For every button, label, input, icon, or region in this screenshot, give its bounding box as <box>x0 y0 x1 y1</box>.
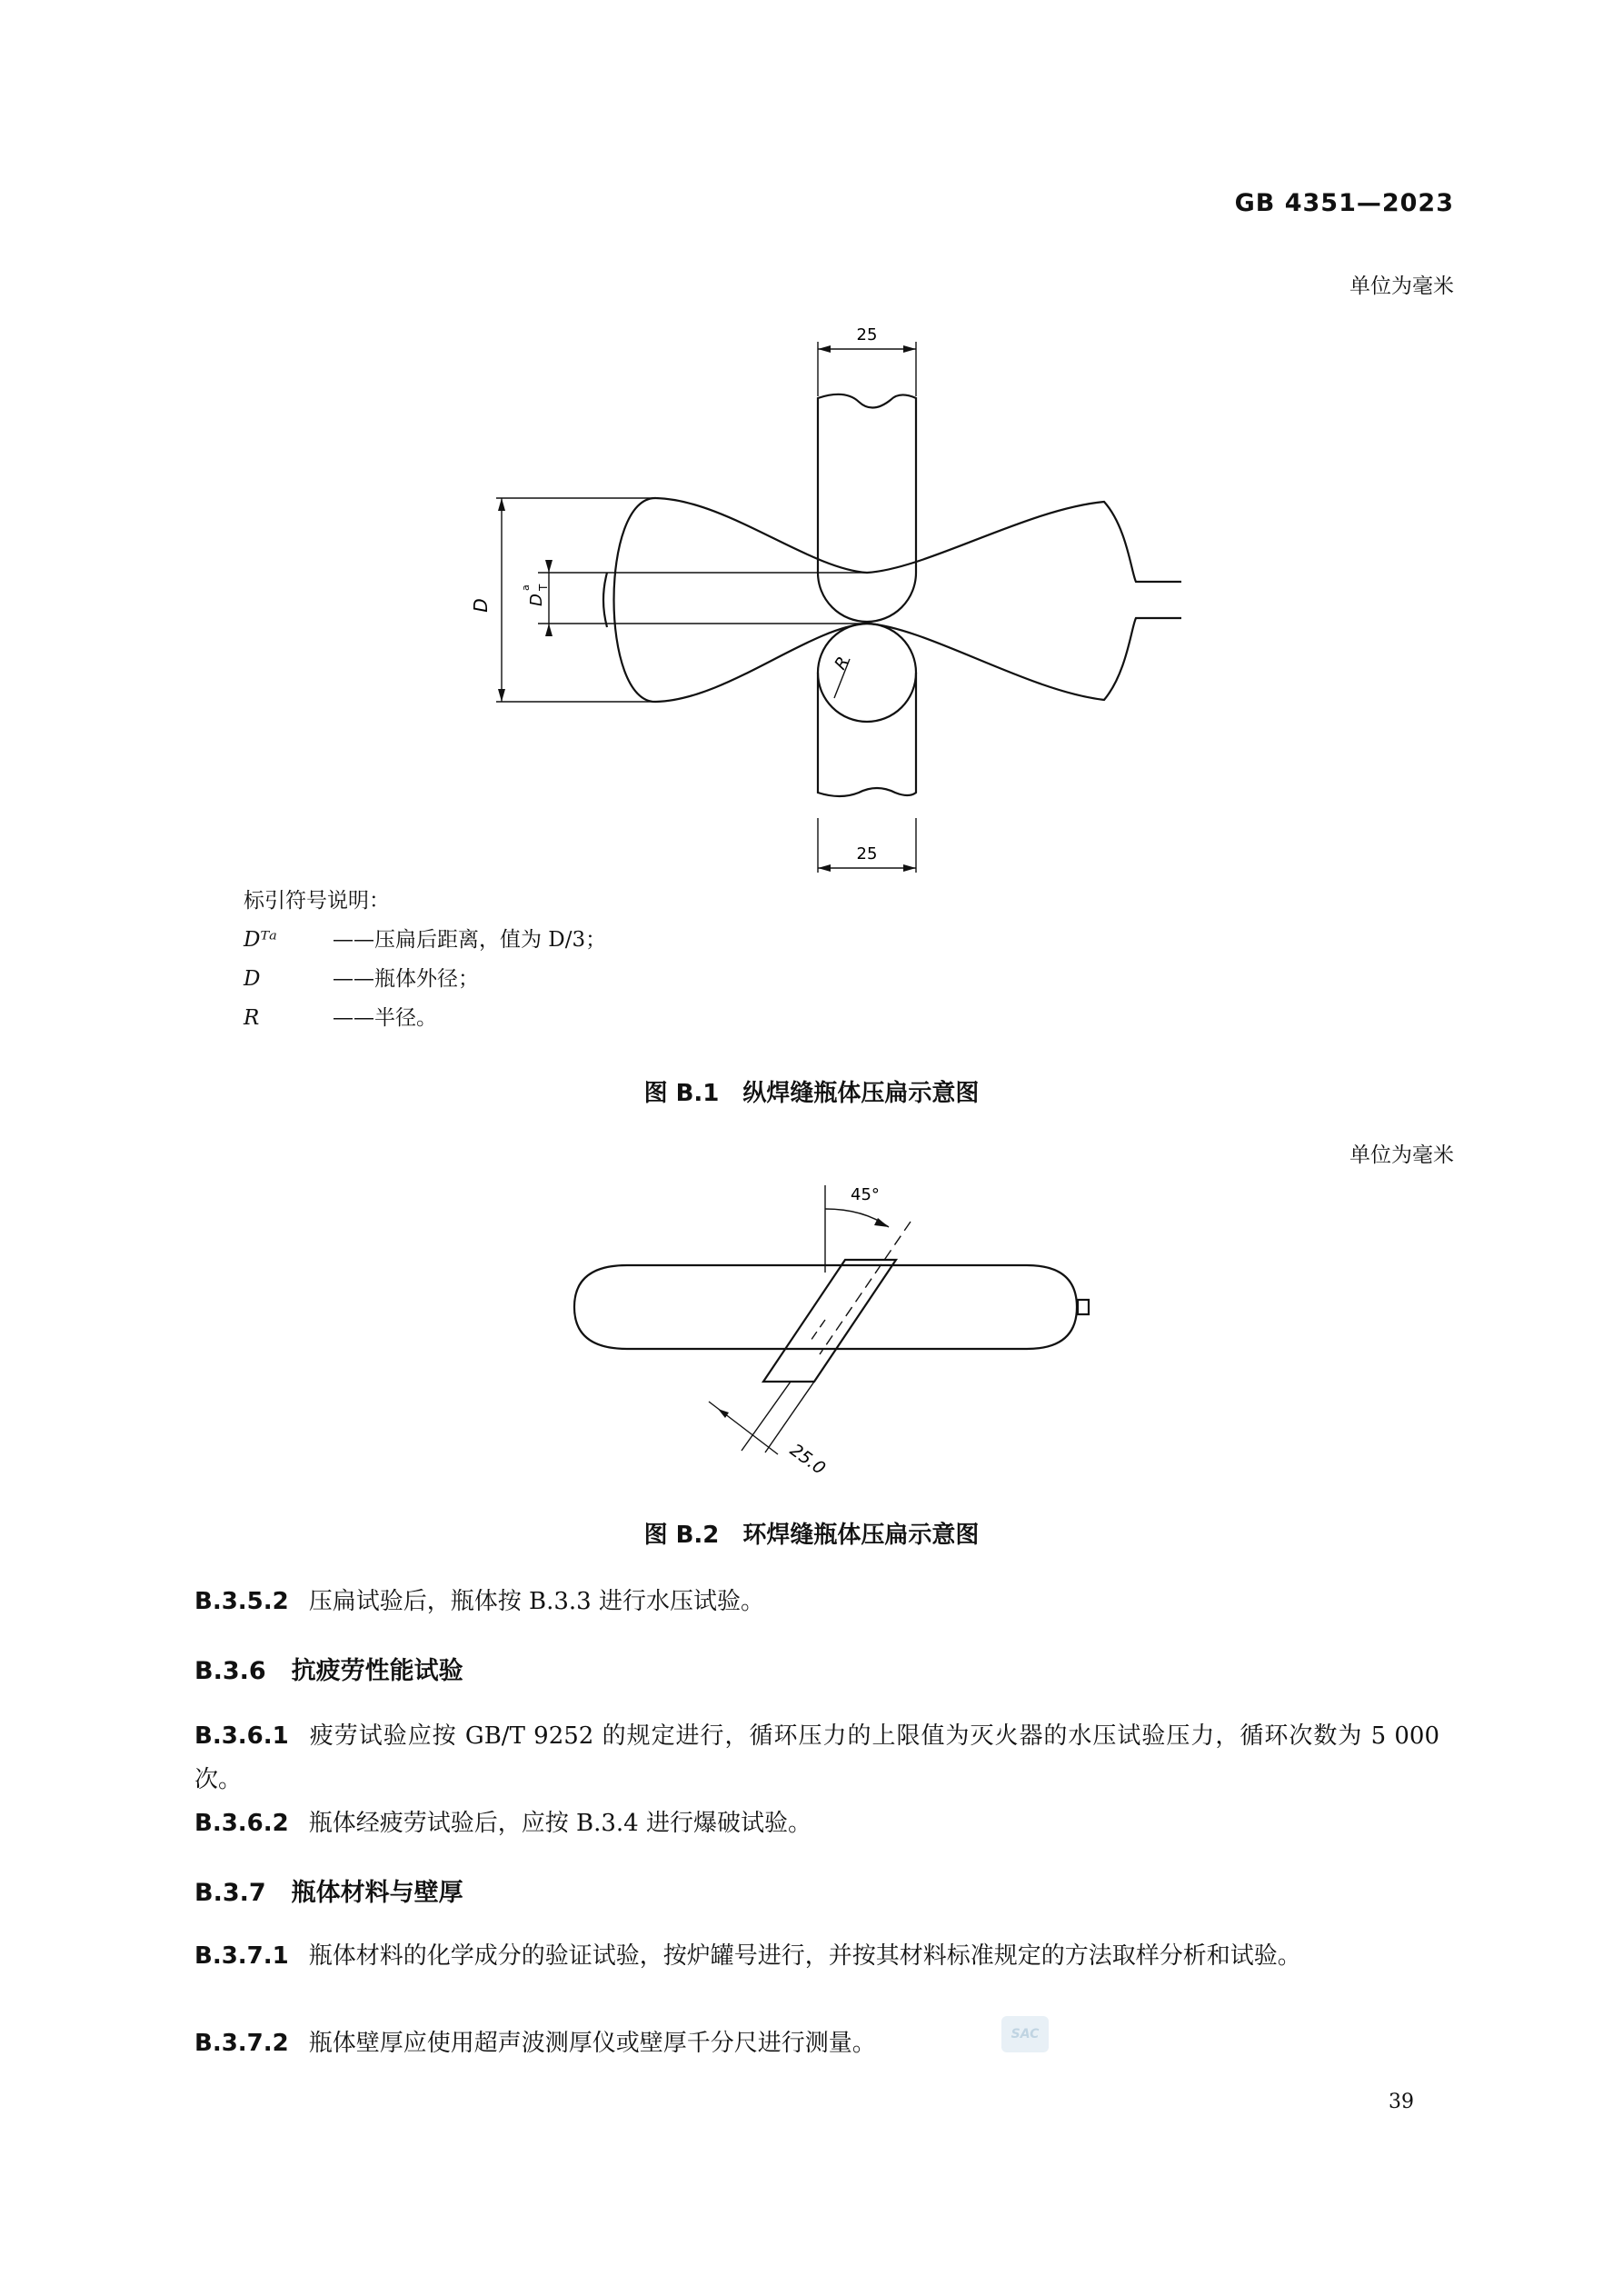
clause-number: B.3.6.1 <box>194 1722 289 1750</box>
clause-text: 瓶体经疲劳试验后，应按 B.3.4 进行爆破试验。 <box>308 1810 812 1837</box>
cylinder-body <box>574 1265 1077 1349</box>
page-number: 39 <box>1389 2091 1414 2113</box>
width-label: 25.0 <box>786 1440 830 1479</box>
heading-b37 <box>194 1872 463 1908</box>
paragraph-b371 <box>194 1934 1439 1978</box>
clause-number: B.3.5.2 <box>194 1588 289 1615</box>
paragraph-b372 <box>194 2021 1439 2065</box>
label-r: R <box>831 653 853 674</box>
heading-title: 瓶体材料与壁厚 <box>291 1879 463 1907</box>
unit-note-b1: 单位为毫米 <box>1349 275 1454 298</box>
clause-number: B.3.7.1 <box>194 1942 289 1970</box>
legend-symbol: R <box>244 1006 260 1030</box>
paragraph-b361 <box>194 1714 1439 1802</box>
bottom-roller <box>818 673 916 796</box>
legend-symbol: Dᵀᵃ <box>244 928 277 952</box>
clause-number: B.3.6.2 <box>194 1810 289 1837</box>
figure-b1-drawing <box>0 0 1623 909</box>
bottom-roller-circle <box>818 624 916 722</box>
caption-title: 纵焊缝瓶体压扁示意图 <box>742 1080 980 1107</box>
legend-symbol: D <box>244 967 261 991</box>
heading-number: B.3.7 <box>194 1879 266 1907</box>
legend-row <box>244 921 606 960</box>
figure-b1-caption <box>0 1074 1623 1108</box>
angle-label: 45° <box>851 1185 880 1204</box>
dim-top-label: 25 <box>856 325 878 344</box>
heading-number: B.3.6 <box>194 1657 266 1685</box>
top-roller <box>818 394 916 622</box>
label-dt-sup: a <box>520 584 532 591</box>
heading-b36 <box>194 1651 463 1686</box>
legend-row <box>244 960 606 999</box>
caption-number: 图 B.1 <box>643 1080 720 1107</box>
sac-watermark-logo: SAC <box>1001 2016 1049 2052</box>
legend-text: ——压扁后距离，值为 D/3； <box>333 928 607 952</box>
clause-text: 压扁试验后，瓶体按 B.3.3 进行水压试验。 <box>308 1588 764 1615</box>
standard-code: GB 4351—2023 <box>1234 189 1454 217</box>
label-dt: D <box>527 594 546 606</box>
clause-number: B.3.7.2 <box>194 2030 289 2057</box>
legend-title: 标引符号说明： <box>244 889 390 913</box>
caption-title: 环焊缝瓶体压扁示意图 <box>742 1522 980 1549</box>
legend-text: ——瓶体外径； <box>333 967 479 991</box>
legend-text: ——半径。 <box>333 1006 437 1030</box>
flattened-cylinder <box>614 498 1182 702</box>
paragraph-b352 <box>194 1580 1439 1623</box>
figure-b2-caption <box>0 1516 1623 1550</box>
figure-b2-drawing <box>0 1163 1623 1509</box>
clause-text: 瓶体材料的化学成分的验证试验，按炉罐号进行，并按其材料标准规定的方法取样分析和试验。 <box>308 1942 1301 1970</box>
heading-title: 抗疲劳性能试验 <box>291 1657 463 1685</box>
figure-b1-legend <box>244 882 606 1038</box>
clause-text: 瓶体壁厚应使用超声波测厚仪或壁厚千分尺进行测量。 <box>308 2030 876 2057</box>
legend-row <box>244 999 606 1038</box>
label-d: D <box>470 598 492 613</box>
label-dt-sub: T <box>537 584 550 591</box>
unit-note-b2: 单位为毫米 <box>1349 1143 1454 1167</box>
dim-bottom-label: 25 <box>856 844 878 863</box>
weld-band <box>763 1260 896 1382</box>
caption-number: 图 B.2 <box>643 1522 720 1549</box>
paragraph-b362 <box>194 1802 1439 1845</box>
clause-text: 疲劳试验应按 GB/T 9252 的规定进行，循环压力的上限值为灭火器的水压试验压力，循环次数为 5 000 次。 <box>194 1722 1439 1793</box>
